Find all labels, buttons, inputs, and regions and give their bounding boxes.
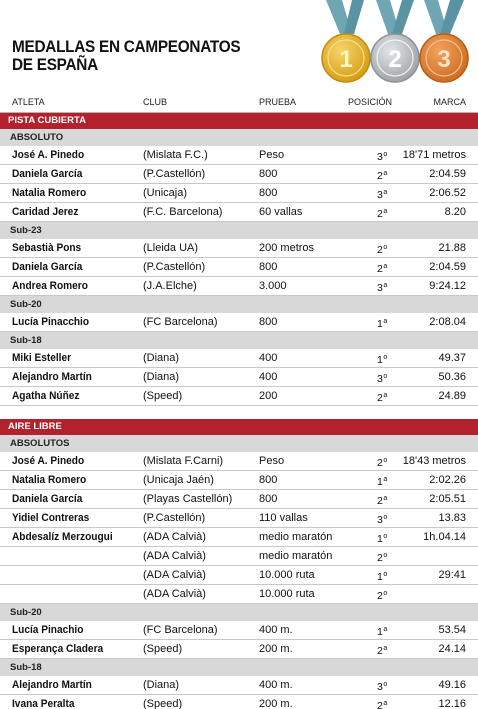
position xyxy=(377,471,387,491)
position-number: 1 xyxy=(377,533,383,545)
athlete-name: Yidiel Contreras xyxy=(12,512,90,524)
result-mark: 2:02.26 xyxy=(429,474,466,486)
event-name: 800 xyxy=(259,168,278,180)
position xyxy=(377,146,387,166)
position xyxy=(377,203,387,223)
col-mark: MARCA xyxy=(433,97,466,107)
event-name: 800 xyxy=(259,187,278,199)
position xyxy=(377,585,387,605)
event-name: medio maratón xyxy=(259,531,333,543)
athlete-name: Natalia Romero xyxy=(12,187,87,199)
title-line-2: DE ESPAÑA xyxy=(12,56,98,74)
position-number: 3 xyxy=(377,514,383,526)
athlete-name: Sebastià Pons xyxy=(12,242,82,254)
position xyxy=(377,621,387,641)
athlete-club: (P.Castellón) xyxy=(143,512,206,524)
position xyxy=(377,349,387,369)
table-row xyxy=(0,585,478,604)
position-ordinal: o xyxy=(383,373,388,380)
position-ordinal: a xyxy=(383,170,388,177)
athlete-name: Lucía Pinachio xyxy=(12,624,84,636)
athlete-club: (ADA Calvià) xyxy=(143,550,206,562)
position-number: 2 xyxy=(377,700,383,709)
position-number: 2 xyxy=(377,645,383,657)
result-mark: 24.14 xyxy=(438,643,466,655)
athlete-club: (Playas Castellón) xyxy=(143,493,233,505)
event-name: 800 xyxy=(259,493,278,505)
position xyxy=(377,452,387,472)
event-name: Peso xyxy=(259,149,285,161)
position-ordinal: a xyxy=(383,392,388,399)
event-name: 200 m. xyxy=(259,643,293,655)
col-club: CLUB xyxy=(143,97,168,107)
athlete-name: Abdesalíz Merzougui xyxy=(12,531,113,543)
result-mark: 9:24.12 xyxy=(429,280,466,292)
athlete-club: (Speed) xyxy=(143,643,183,655)
athlete-name: Lucía Pinacchio xyxy=(12,316,90,328)
athlete-club: (FC Barcelona) xyxy=(143,316,218,328)
position-ordinal: o xyxy=(383,590,388,597)
athlete-club: (FC Barcelona) xyxy=(143,624,218,636)
table-row xyxy=(0,695,478,709)
position-ordinal: o xyxy=(383,457,388,464)
position-ordinal: o xyxy=(383,533,388,540)
position-number: 1 xyxy=(377,571,383,583)
event-name: 200 metros xyxy=(259,242,315,254)
athlete-club: (J.A.Elche) xyxy=(143,280,197,292)
position-ordinal: a xyxy=(383,476,388,483)
table-row xyxy=(0,528,478,547)
athlete-club: (Lleida UA) xyxy=(143,242,199,254)
table-row xyxy=(0,277,478,296)
position xyxy=(377,547,387,567)
position-ordinal: o xyxy=(383,354,388,361)
position-number: 1 xyxy=(377,354,383,366)
event-name: medio maratón xyxy=(259,550,333,562)
result-mark: 2:04.59 xyxy=(429,261,466,273)
event-name: 400 m. xyxy=(259,624,293,636)
athlete-club: (Speed) xyxy=(143,390,183,402)
position-number: 3 xyxy=(377,151,383,163)
table-row xyxy=(0,640,478,659)
event-name: 200 m. xyxy=(259,698,293,709)
athlete-name: Ivana Peralta xyxy=(12,698,75,709)
position-number: 2 xyxy=(377,457,383,469)
event-name: 400 xyxy=(259,352,278,364)
table-row xyxy=(0,387,478,406)
table-row xyxy=(0,165,478,184)
athlete-club: (Diana) xyxy=(143,371,180,383)
position xyxy=(377,313,387,333)
athlete-name: Daniela García xyxy=(12,493,83,505)
position-ordinal: a xyxy=(383,189,388,196)
position xyxy=(377,509,387,529)
position xyxy=(377,368,387,388)
position xyxy=(377,277,387,297)
result-mark: 2:04.59 xyxy=(429,168,466,180)
title-line-1: MEDALLAS EN CAMPEONATOS xyxy=(12,38,241,56)
table-row xyxy=(0,313,478,332)
medal-gold-number: 1 xyxy=(339,46,353,73)
position xyxy=(377,239,387,259)
event-name: Peso xyxy=(259,455,285,467)
position xyxy=(377,490,387,510)
result-mark: 50.36 xyxy=(438,371,466,383)
table-row xyxy=(0,184,478,203)
athlete-club: (Mislata F.Carni) xyxy=(143,455,224,467)
ribbons xyxy=(326,0,464,34)
section-header: AIRE LIBRE xyxy=(0,419,478,435)
table-row xyxy=(0,452,478,471)
position xyxy=(377,528,387,548)
table-row xyxy=(0,203,478,222)
medal-gold xyxy=(322,34,370,82)
result-mark: 18'71 metros xyxy=(402,149,466,161)
position xyxy=(377,165,387,185)
result-mark: 1h.04.14 xyxy=(423,531,466,543)
event-name: 400 xyxy=(259,371,278,383)
result-mark: 8.20 xyxy=(444,206,466,218)
medal-silver-number: 2 xyxy=(388,46,402,73)
event-name: 110 vallas xyxy=(259,512,308,524)
position-number: 2 xyxy=(377,590,383,602)
position xyxy=(377,695,387,709)
position-number: 2 xyxy=(377,244,383,256)
table-row xyxy=(0,258,478,277)
position-ordinal: o xyxy=(383,514,388,521)
result-mark: 21.88 xyxy=(438,242,466,254)
athlete-club: (F.C. Barcelona) xyxy=(143,206,223,218)
position-number: 2 xyxy=(377,392,383,404)
category-header: Sub-20 xyxy=(0,296,478,313)
position-number: 1 xyxy=(377,626,383,638)
position-number: 1 xyxy=(377,318,383,330)
table-row xyxy=(0,490,478,509)
athlete-club: (P.Castellón) xyxy=(143,168,206,180)
category-header: ABSOLUTOS xyxy=(0,435,478,452)
position-ordinal: o xyxy=(383,552,388,559)
athlete-name: Esperança Cladera xyxy=(12,643,104,655)
event-name: 10.000 ruta xyxy=(259,569,315,581)
col-athlete: ATLETA xyxy=(12,97,45,107)
athlete-club: (Diana) xyxy=(143,679,180,691)
table-row xyxy=(0,146,478,165)
table-row xyxy=(0,621,478,640)
position-ordinal: o xyxy=(383,681,388,688)
result-mark: 53.54 xyxy=(438,624,466,636)
event-name: 10.000 ruta xyxy=(259,588,315,600)
athlete-club: (Diana) xyxy=(143,352,180,364)
position-number: 3 xyxy=(377,282,383,294)
athlete-name: Alejandro Martín xyxy=(12,371,92,383)
athlete-name: Agatha Núñez xyxy=(12,390,80,402)
result-mark: 49.16 xyxy=(438,679,466,691)
position-number: 2 xyxy=(377,552,383,564)
position-number: 1 xyxy=(377,476,383,488)
position xyxy=(377,184,387,204)
position-number: 3 xyxy=(377,373,383,385)
table-row xyxy=(0,547,478,566)
athlete-name: Natalia Romero xyxy=(12,474,87,486)
position xyxy=(377,640,387,660)
position-number: 2 xyxy=(377,208,383,220)
athlete-club: (ADA Calvià) xyxy=(143,531,206,543)
athlete-name: Miki Esteller xyxy=(12,352,72,364)
medals-illustration xyxy=(318,0,470,93)
position-ordinal: a xyxy=(383,495,388,502)
result-mark: 12.16 xyxy=(438,698,466,709)
athlete-club: (Unicaja Jaén) xyxy=(143,474,214,486)
athlete-name: Caridad Jerez xyxy=(12,206,79,218)
medal-bronze-number: 3 xyxy=(437,46,451,73)
position-number: 3 xyxy=(377,681,383,693)
athlete-name: Daniela García xyxy=(12,261,83,273)
athlete-club: (P.Castellón) xyxy=(143,261,206,273)
result-mark: 13.83 xyxy=(438,512,466,524)
event-name: 60 vallas xyxy=(259,206,303,218)
table-row xyxy=(0,676,478,695)
result-mark: 2:06.52 xyxy=(429,187,466,199)
medal-bronze xyxy=(420,34,468,82)
table-row xyxy=(0,509,478,528)
table-row xyxy=(0,471,478,490)
position-ordinal: o xyxy=(383,151,388,158)
header xyxy=(0,0,478,93)
table-row xyxy=(0,368,478,387)
athlete-club: (ADA Calvià) xyxy=(143,569,206,581)
event-name: 800 xyxy=(259,474,278,486)
column-headers xyxy=(0,93,478,113)
position-ordinal: a xyxy=(383,282,388,289)
medal-silver xyxy=(371,34,419,82)
section-spacer xyxy=(0,406,478,419)
result-mark: 18'43 metros xyxy=(402,455,466,467)
position-number: 2 xyxy=(377,170,383,182)
col-event: PRUEBA xyxy=(259,97,297,107)
result-mark: 29:41 xyxy=(438,569,466,581)
result-mark: 24.89 xyxy=(438,390,466,402)
table-row xyxy=(0,349,478,368)
category-header: Sub-18 xyxy=(0,332,478,349)
event-name: 200 xyxy=(259,390,278,402)
event-name: 3.000 xyxy=(259,280,287,292)
position-ordinal: a xyxy=(383,208,388,215)
results-table xyxy=(0,113,478,709)
category-header: Sub-23 xyxy=(0,222,478,239)
athlete-name: Alejandro Martín xyxy=(12,679,92,691)
athlete-club: (Unicaja) xyxy=(143,187,188,199)
table-row xyxy=(0,566,478,585)
col-position: POSICIÓN xyxy=(348,97,393,107)
result-mark: 2:08.04 xyxy=(429,316,466,328)
result-mark: 49.37 xyxy=(438,352,466,364)
position xyxy=(377,258,387,278)
athlete-name: Andrea Romero xyxy=(12,280,88,292)
event-name: 800 xyxy=(259,261,278,273)
athlete-club: (Speed) xyxy=(143,698,183,709)
position-ordinal: a xyxy=(383,318,388,325)
event-name: 400 m. xyxy=(259,679,293,691)
position-ordinal: o xyxy=(383,571,388,578)
athlete-club: (ADA Calvià) xyxy=(143,588,206,600)
category-header: Sub-18 xyxy=(0,659,478,676)
position-ordinal: a xyxy=(383,263,388,270)
event-name: 800 xyxy=(259,316,278,328)
category-header: Sub-20 xyxy=(0,604,478,621)
result-mark: 2:05.51 xyxy=(429,493,466,505)
position-number: 3 xyxy=(377,189,383,201)
athlete-name: José A. Pinedo xyxy=(12,149,85,161)
position xyxy=(377,387,387,407)
section-header: PISTA CUBIERTA xyxy=(0,113,478,129)
athlete-club: (Mislata F.C.) xyxy=(143,149,208,161)
position-ordinal: a xyxy=(383,645,388,652)
position-ordinal: a xyxy=(383,626,388,633)
athlete-name: Daniela García xyxy=(12,168,83,180)
position-ordinal: a xyxy=(383,700,388,707)
position-number: 2 xyxy=(377,495,383,507)
position xyxy=(377,676,387,696)
page-title xyxy=(12,38,240,74)
position-ordinal: o xyxy=(383,244,388,251)
athlete-name: José A. Pinedo xyxy=(12,455,85,467)
position xyxy=(377,566,387,586)
category-header: ABSOLUTO xyxy=(0,129,478,146)
table-row xyxy=(0,239,478,258)
position-number: 2 xyxy=(377,263,383,275)
